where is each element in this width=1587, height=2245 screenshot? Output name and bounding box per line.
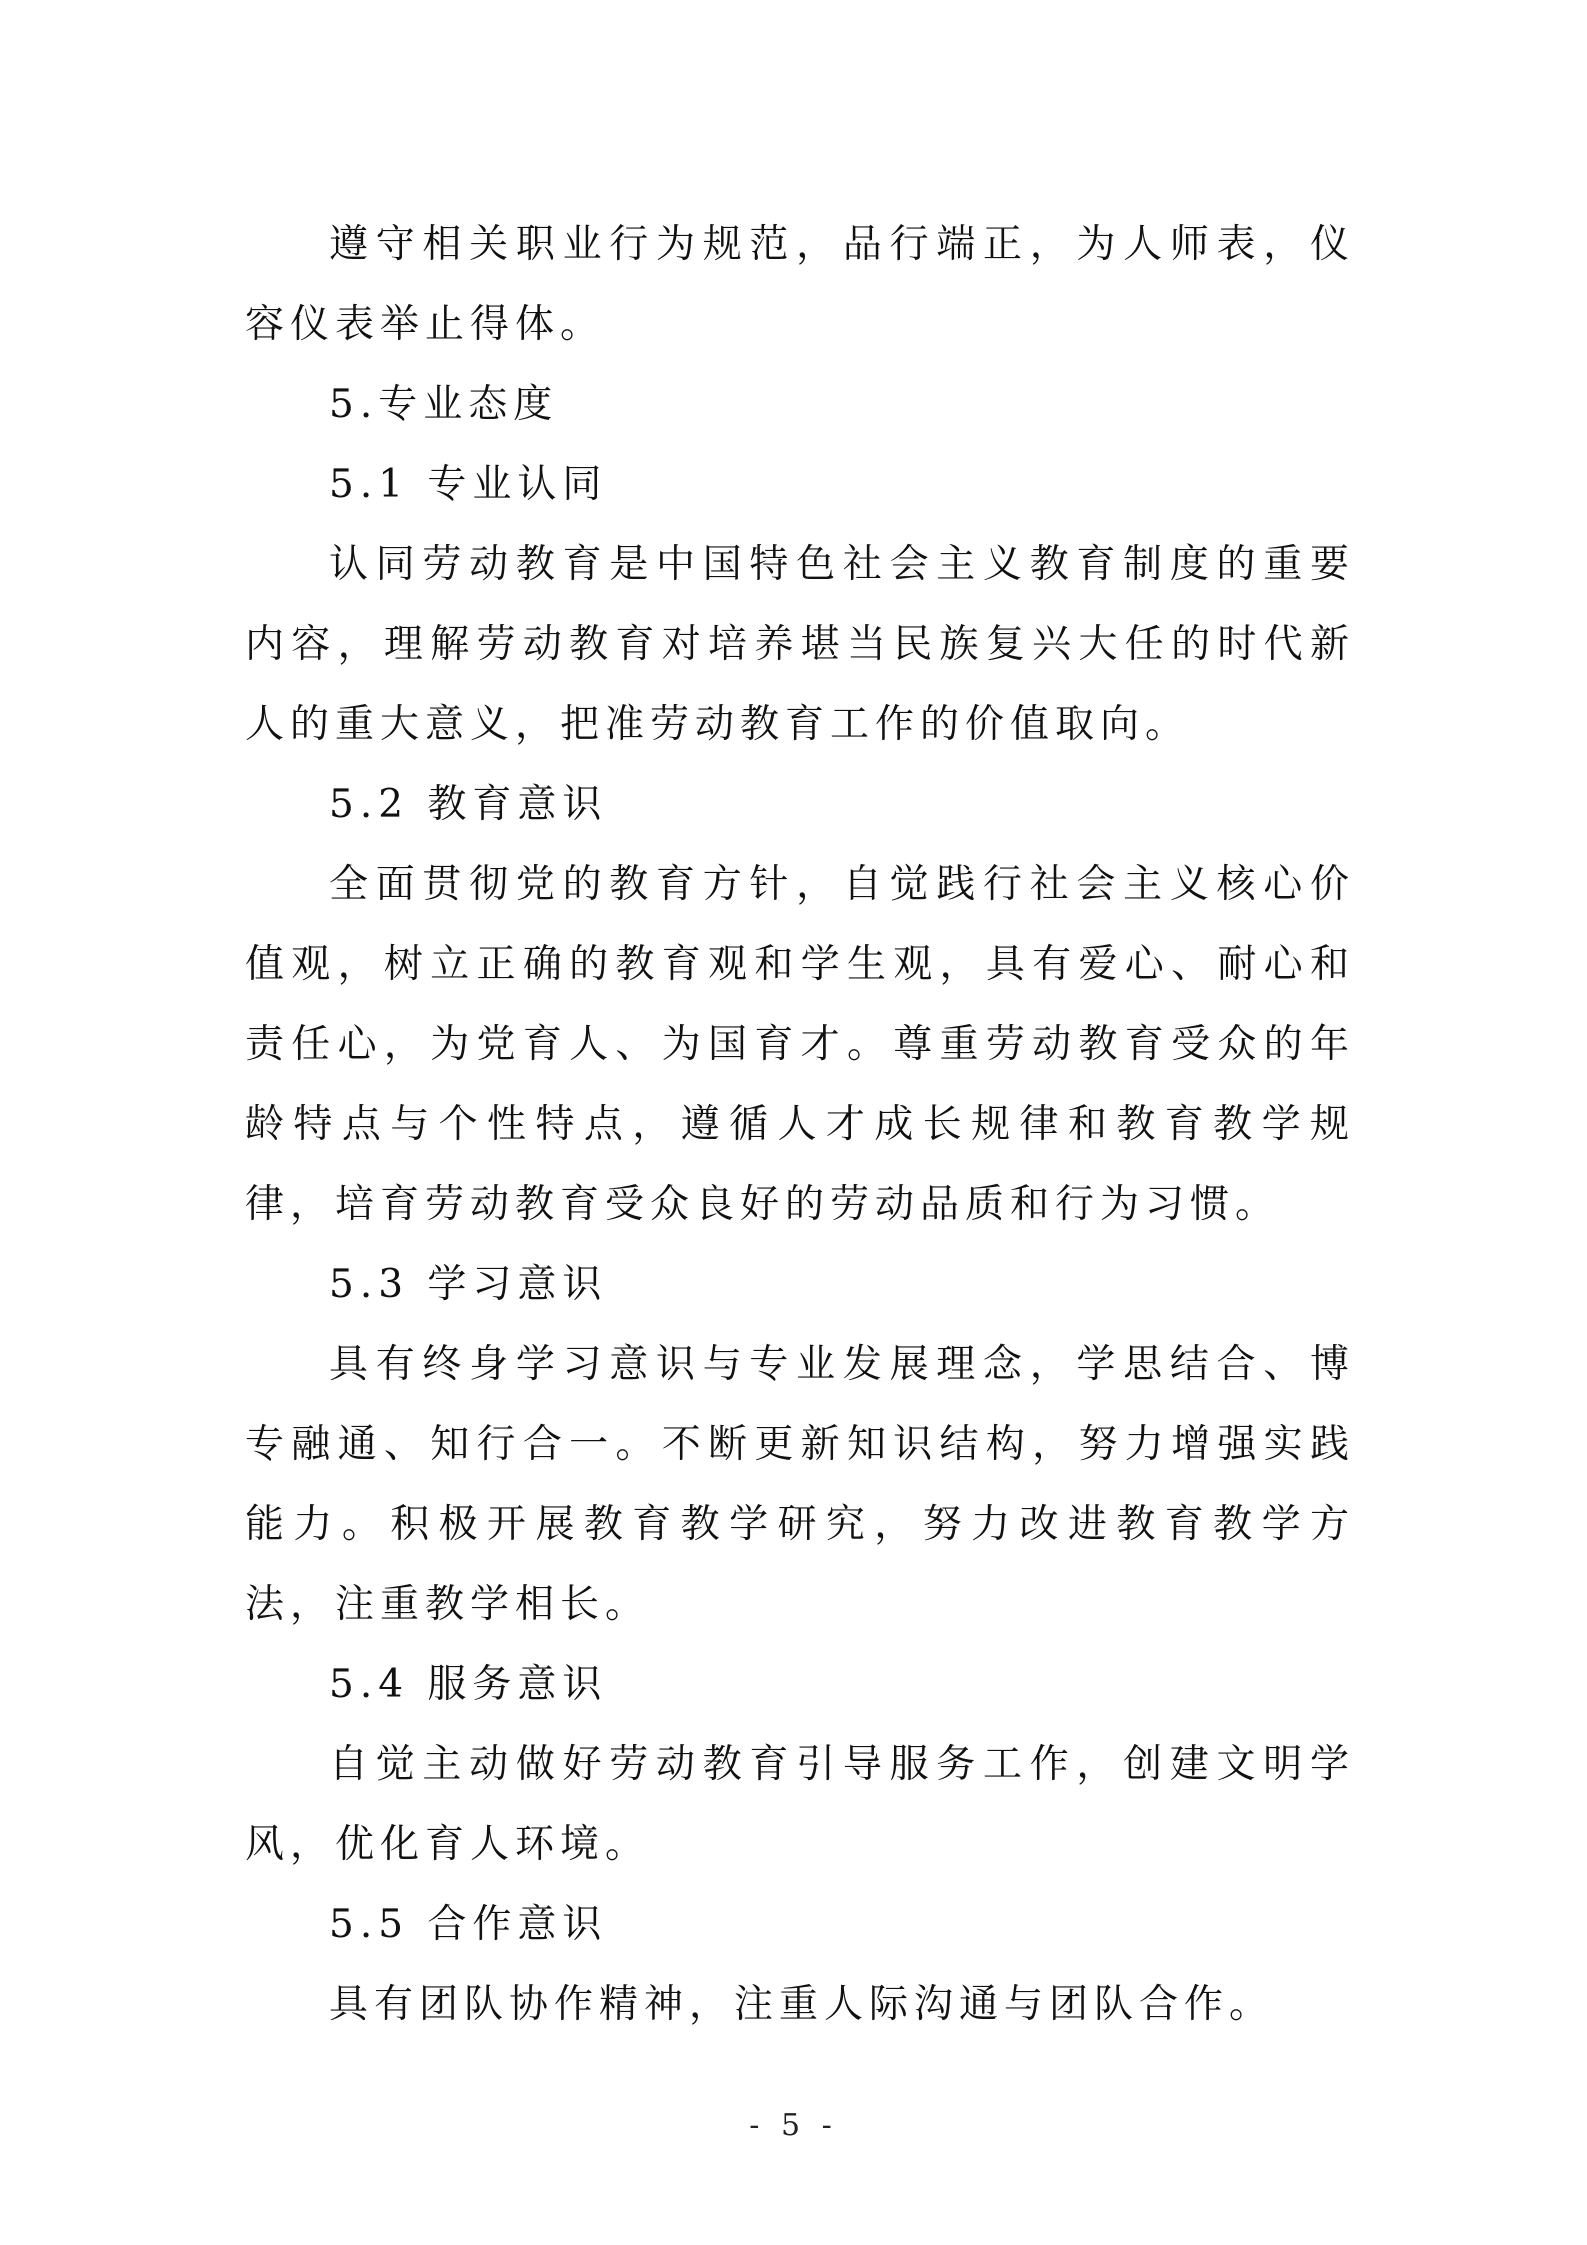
- subsection-heading-5-2: 5.2 教育意识: [329, 782, 608, 827]
- subsection-heading-5-3: 5.3 学习意识: [329, 1262, 608, 1307]
- paragraph-5-4: 自觉主动做好劳动教育引导服务工作，创建文明学风，优化育人环境。: [245, 1742, 1355, 1867]
- page-number: - 5 -: [749, 2108, 838, 2143]
- paragraph-5-2: 全面贯彻党的教育方针，自觉践行社会主义核心价值观，树立正确的教育观和学生观，具有爱心、耐心和责任心，为党育人、为国育才。尊重劳动教育受众的年龄特点与个性特点，遵循人才成长规律和教育教学规律，培育劳动教育受众良好的劳动品质和行为习惯。: [245, 862, 1355, 1227]
- paragraph-conduct: 遵守相关职业行为规范，品行端正，为人师表，仪容仪表举止得体。: [245, 222, 1355, 347]
- subsection-heading-5-5: 5.5 合作意识: [329, 1902, 608, 1947]
- paragraph-5-1: 认同劳动教育是中国特色社会主义教育制度的重要内容，理解劳动教育对培养堪当民族复兴大任的时代新人的重大意义，把准劳动教育工作的价值取向。: [245, 542, 1355, 747]
- paragraph-5-3: 具有终身学习意识与专业发展理念，学思结合、博专融通、知行合一。不断更新知识结构，努力增强实践能力。积极开展教育教学研究，努力改进教育教学方法，注重教学相长。: [245, 1342, 1355, 1627]
- paragraph-5-5: 具有团队协作精神，注重人际沟通与团队合作。: [329, 1982, 1275, 2027]
- section-heading-professional-attitude: 5.专业态度: [329, 382, 559, 427]
- subsection-heading-5-1: 5.1 专业认同: [329, 462, 608, 507]
- subsection-heading-5-4: 5.4 服务意识: [329, 1662, 608, 1707]
- document-body: [245, 205, 1355, 2045]
